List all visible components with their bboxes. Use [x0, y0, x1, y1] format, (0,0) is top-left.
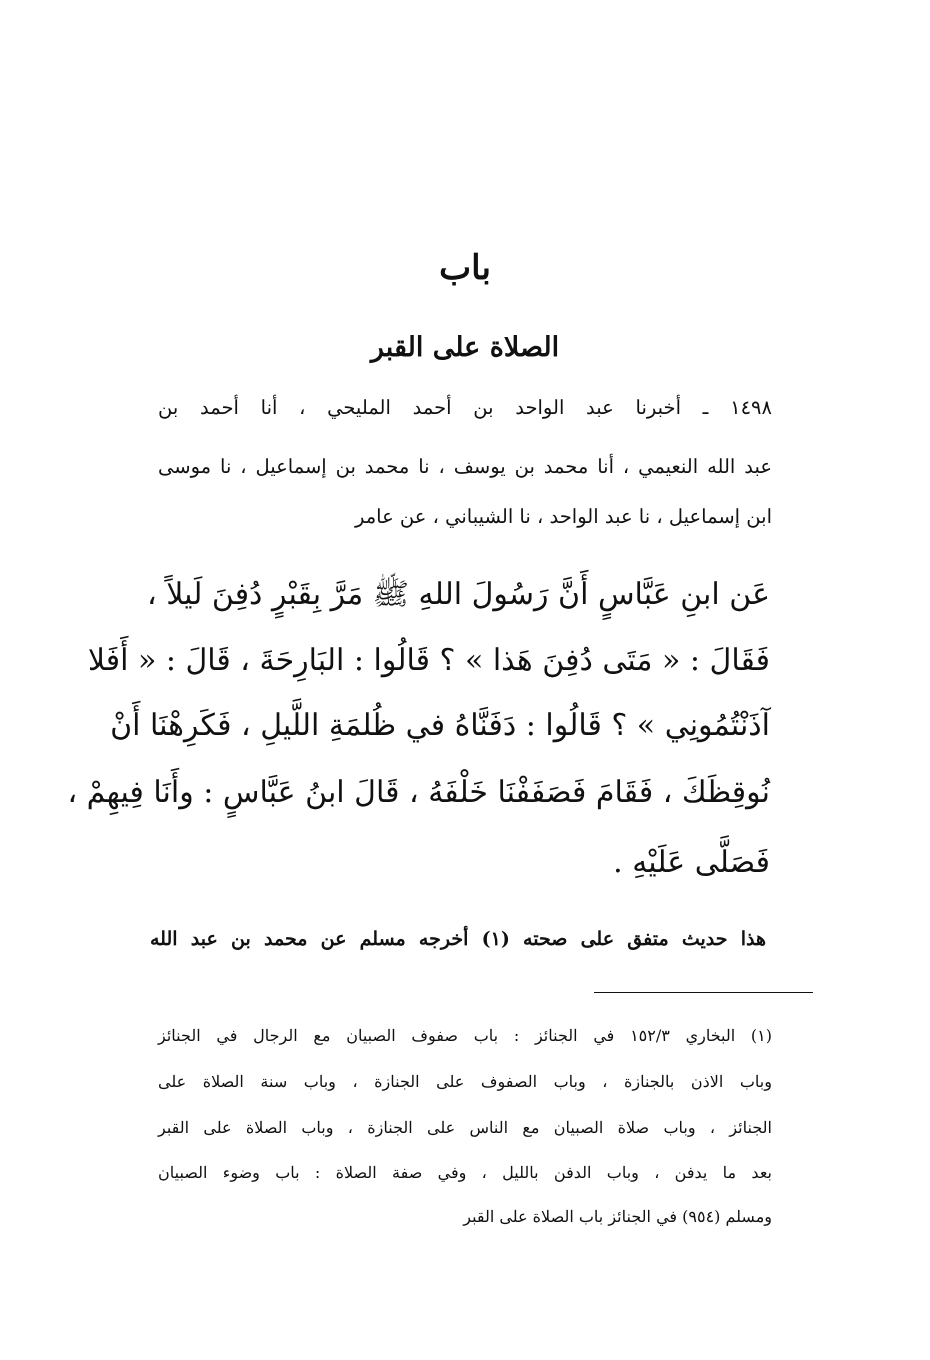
chapter-heading: باب — [439, 248, 491, 288]
footnote-line-5: ومسلم (٩٥٤) في الجنائز باب الصلاة على القبر — [463, 1207, 772, 1226]
isnad-line-2: عبد الله النعيمي ، أنا محمد بن يوسف ، نا محمد بن إسماعيل ، نا موسى — [158, 455, 772, 478]
matn-line-3: آذَنْتُمُونِي » ؟ قَالُوا : دَفَنَّاهُ في ظُلمَةِ اللَّيلِ ، فَكَرِهْنَا أَنْ — [110, 708, 770, 743]
matn-line-4: نُوقِظَكَ ، فَقَامَ فَصَفَفْنَا خَلْفَهُ ، قَالَ ابنُ عَبَّاسٍ : وأَنَا فِيهِمْ ، — [67, 775, 770, 810]
chapter-subtitle: الصلاة على القبر — [370, 332, 560, 363]
matn-line-2: فَقَالَ : « مَتَى دُفِنَ هَذا » ؟ قَالُوا : البَارِحَةَ ، قَالَ : « أَفَلا — [87, 643, 770, 678]
matn-line-5: فَصَلَّى عَلَيْهِ . — [613, 845, 770, 880]
footnote-line-4: بعد ما يدفن ، وباب الدفن بالليل ، وفي صفة الصلاة : باب وضوء الصبيان — [158, 1163, 772, 1182]
footnote-line-1: (١) البخاري ١٥٢/٣ في الجنائز : باب صفوف الصبيان مع الرجال في الجنائز — [158, 1026, 772, 1045]
footnote-separator — [594, 992, 813, 993]
footnote-line-3: الجنائز ، وباب صلاة الصبيان مع الناس على الجنازة ، وباب الصلاة على القبر — [158, 1118, 772, 1137]
isnad-line-1: ١٤٩٨ ـ أخبرنا عبد الواحد بن أحمد المليحي ، أنا أحمد بن — [158, 396, 772, 419]
isnad-line-3: ابن إسماعيل ، نا عبد الواحد ، نا الشيباني ، عن عامر — [354, 505, 772, 528]
footnote-line-2: وباب الاذن بالجنازة ، وباب الصفوف على الجنازة ، وباب سنة الصلاة على — [158, 1072, 772, 1091]
hadith-verdict: هذا حديث متفق على صحته (١) أخرجه مسلم عن محمد بن عبد الله — [150, 928, 766, 950]
matn-line-1: عَن ابنِ عَبَّاسٍ أَنَّ رَسُولَ اللهِ ﷺ مَرَّ بِقَبْرٍ دُفِنَ لَيلاً ، — [147, 577, 770, 612]
